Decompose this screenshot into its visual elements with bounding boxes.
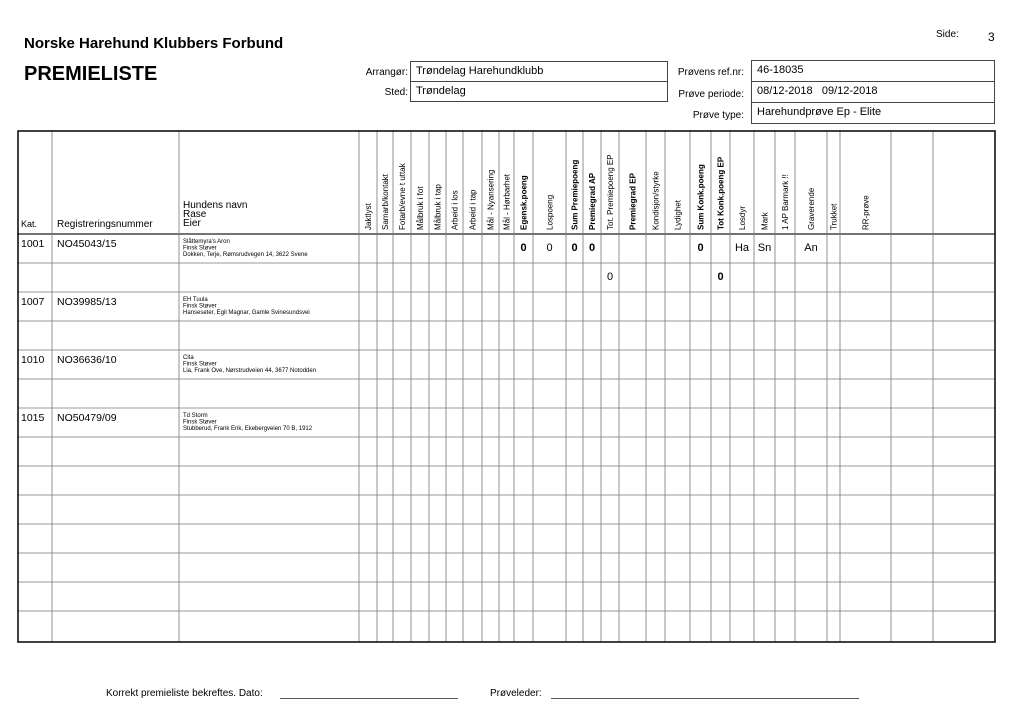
registration-number: NO39985/13: [57, 296, 117, 308]
sted-label: Sted:: [384, 87, 408, 98]
sted-field: Trøndelag: [410, 81, 668, 102]
date-signature-line: [280, 698, 458, 699]
registration-number: NO45043/15: [57, 238, 117, 250]
score-header: Premiegrad EP: [628, 173, 638, 230]
score-value: Sn: [757, 242, 772, 254]
kat-number: 1010: [21, 354, 45, 366]
score-header: Kondisjon/styrke: [651, 171, 661, 230]
score-header: Mål - Nyansering: [486, 169, 496, 230]
score-header: RR-prøve: [861, 195, 871, 230]
score-header: Lospoeng: [545, 194, 555, 230]
registration-number: NO36636/10: [57, 354, 117, 366]
score-header: 1 AP Barmark !!: [781, 174, 790, 230]
score-header: Jaktlyst: [364, 203, 373, 230]
kat-number: 1007: [21, 296, 45, 308]
score-header: Premiegrad AP: [588, 172, 597, 230]
confirm-label: Korrekt premieliste bekreftes. Dato:: [106, 688, 263, 699]
kat-header: Kat.: [21, 219, 38, 229]
arrangor-label: Arrangør:: [365, 67, 408, 78]
kat-number: 1001: [21, 238, 45, 250]
score-value: 0: [571, 242, 578, 254]
period-from: 08/12-2018: [757, 85, 813, 97]
score-header: Fotarb/evne t uttak: [398, 163, 407, 230]
score-header: Målbruk i fot: [416, 186, 425, 230]
dog-name: EH Tuula: [183, 297, 208, 303]
score-header: Lydighet: [673, 200, 683, 230]
score-header: Trukket: [829, 203, 839, 230]
period-to: 09/12-2018: [821, 85, 878, 97]
score-header: Egensk.poeng: [519, 175, 529, 230]
score-header: Mål - Hørbarhet: [502, 173, 512, 230]
score-value: Ha: [734, 242, 750, 254]
score-value: 0: [588, 242, 596, 254]
document-title: PREMIELISTE: [24, 63, 158, 85]
score-value: 0: [606, 271, 614, 283]
dog-owner: Dokken, Terje, Rømsrudvegen 14, 3622 Svene: [183, 252, 308, 258]
score-header: Mark: [760, 212, 770, 230]
score-header: Graverende: [807, 187, 816, 230]
period-field: [751, 81, 995, 103]
score-header: Sum Premiepoeng: [570, 159, 580, 230]
dog-owner: Hanseseter, Egil Magnar, Gamle Svinesundsvei: [183, 310, 310, 316]
leader-label: Prøveleder:: [490, 688, 542, 699]
score-header: Arbeid i los: [450, 190, 460, 230]
dog-name: Td Storm: [183, 413, 208, 419]
score-header: Arbeid i tap: [468, 189, 478, 230]
dog-owner: Lia, Frank Ove, Nørstrudveien 44, 3677 Notodden: [183, 368, 317, 374]
ref-field: 46-18035: [751, 60, 995, 82]
score-header: Sum Konk.poeng: [696, 164, 706, 230]
dog-name: Slåttemyra's Aron: [183, 239, 230, 245]
name-header-line: Hundens navn: [183, 200, 248, 211]
score-header: Tot Konk.poeng EP: [716, 156, 726, 230]
kat-number: 1015: [21, 412, 45, 424]
registration-number: NO50479/09: [57, 412, 117, 424]
score-value: 0: [546, 242, 553, 254]
page-label: Side:: [936, 29, 959, 40]
reg-header: Registreringsnummer: [57, 219, 153, 230]
score-header: Losdyr: [738, 205, 747, 230]
score-value: 0: [697, 242, 704, 254]
name-header-line: Eier: [183, 218, 201, 229]
dog-breed: Finsk Støver: [183, 361, 217, 368]
score-value: An: [804, 242, 818, 254]
period-label: Prøve periode:: [678, 89, 744, 100]
score-header: Samarb/kontakt: [381, 173, 390, 230]
dog-breed: Finsk Støver: [183, 245, 217, 252]
dog-breed: Finsk Støver: [183, 303, 217, 310]
leader-signature-line: [551, 698, 859, 699]
dog-name: Cita: [183, 355, 194, 361]
score-header: Tot. Premiepoeng EP: [606, 154, 615, 230]
arrangor-field: Trøndelag Harehundklubb: [410, 61, 668, 82]
score-header: Målbruk i tap: [433, 184, 443, 230]
score-value: 0: [717, 271, 724, 283]
score-value: 0: [520, 242, 527, 254]
name-header-line: Rase: [183, 209, 207, 220]
organization-name: Norske Harehund Klubbers Forbund: [24, 35, 284, 52]
page-number: 3: [988, 30, 995, 44]
type-label: Prøve type:: [692, 110, 744, 121]
dog-breed: Finsk Støver: [183, 419, 217, 426]
dog-owner: Stubberud, Frank Erik, Ekebergveien 70 B, 1912: [183, 426, 313, 432]
ref-label: Prøvens ref.nr:: [677, 67, 744, 78]
premieliste-table: [17, 130, 1002, 643]
type-field: Harehundprøve Ep - Elite: [751, 102, 995, 124]
